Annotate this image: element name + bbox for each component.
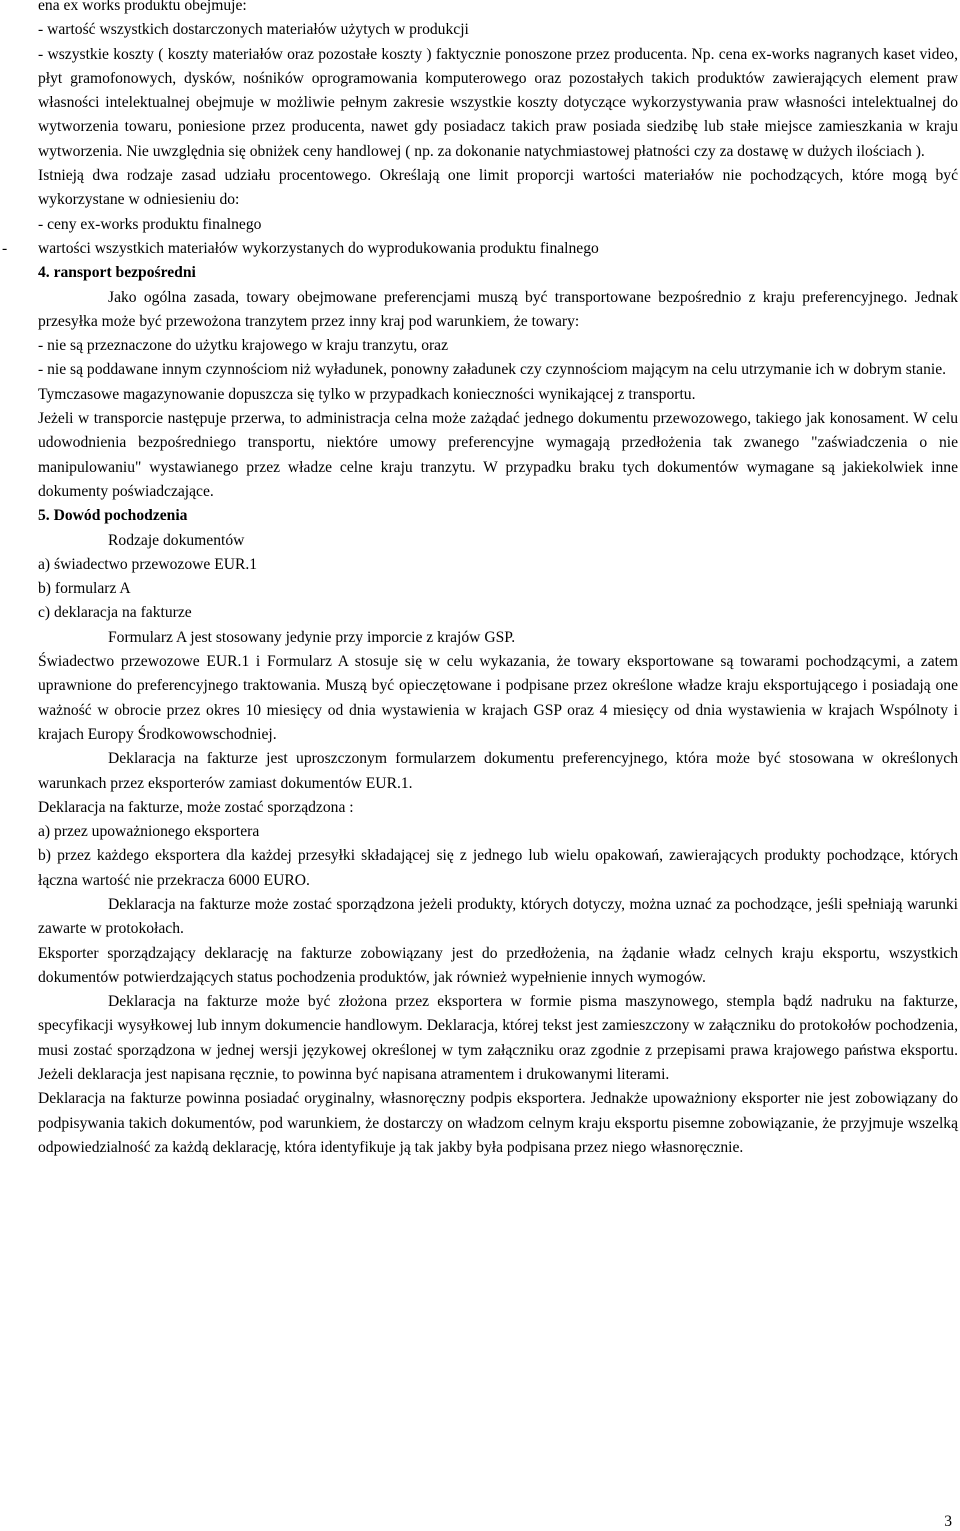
intro-item: - wartość wszystkich dostarczonych materiałów użytych w produkcji <box>38 21 469 39</box>
paragraph: Jako ogólna zasada, towary obejmowane preferencjami muszą być transportowane bezpośrednio z kraju preferencyjnego. Jednak przesyłka może być przewożona tranzytem przez inny kraj pod warunkiem, że towary: <box>38 288 958 330</box>
paragraph: Deklaracja na fakturze może zostać sporządzona jeżeli produkty, których dotyczy, można uznać za pochodzące, jeśli spełniają warunki zawarte w protokołach. <box>38 895 958 938</box>
list-item: - nie są przeznaczone do użytku krajowego w kraju tranzytu, oraz <box>38 337 449 355</box>
paragraph: Eksporter sporządzający deklarację na fakturze zobowiązany jest do przedłożenia, na żądanie władz celnych kraju eksportu, wszystkich dokumentów potwierdzających status pochodzenia produktów, jak również wypełnienie innych wymogów. <box>38 944 958 986</box>
page-number: 3 <box>944 1513 952 1530</box>
paragraph: Deklaracja na fakturze, może zostać sporządzona : <box>38 798 354 816</box>
subheading: Rodzaje dokumentów <box>108 531 245 549</box>
paragraph: Deklaracja na fakturze jest uproszczonym formularzem dokumentu preferencyjnego, która może być stosowana w określonych warunkach przez eksporterów zamiast dokumentów EUR.1. <box>38 750 958 792</box>
paragraph: Jeżeli w transporcie następuje przerwa, to administracja celna może zażądać jednego dokumentu przewozowego, takiego jak konosament. W celu udowodnienia bezpośredniego transportu, niektóre umowy preferencyjne wymagają przedłożenia tak zwanego "zaświadczenia o nie manipulowaniu" wystawianego przez władze celne kraju tranzytu. W przypadku braku tych dokumentów wymagane są jakiekolwiek inne dokumenty poświadczające. <box>38 410 958 500</box>
paragraph: Deklaracja na fakturze powinna posiadać oryginalny, własnoręczny podpis eksportera. Jednakże upoważniony eksporter nie jest zobowiązany do podpisywania takich dokumentów, pod warunkiem, że dostarczy on władzom celnym kraju eksportu pisemne zobowiązanie, że przyjmuje wszelką odpowiedzialność za każdą deklarację, która identyfikuje ją tak jakby była podpisana przez niego własnoręcznie. <box>38 1090 958 1156</box>
paragraph: Deklaracja na fakturze może być złożona przez eksportera w formie pisma maszynowego, stempla bądź nadruku na fakturze, specyfikacji wysyłkowej lub innym dokumencie handlowym. Deklaracja, której tekst jest zamieszczony w załączniku do protokołów pochodzenia, musi zostać sporządzona w jednej wersji językowej określonej w tym załączniku oraz zgodnie z przepisami prawa krajowego państwa eksportu. Jeżeli deklaracja jest napisana ręcznie, to powinna być napisana atramentem i drukowanymi literami. <box>38 993 958 1084</box>
intro-item: - wszystkie koszty ( koszty materiałów oraz pozostałe koszty ) faktycznie ponoszone przez producenta. Np. cena ex-works nagranych kaset video, płyt gramofonowych, dysków, nośników oprogramowania komputerowego oraz pozostałych takich produktów zawierających element praw własności intelektualnej obejmuje w możliwie pełnym zakresie wszystkie koszty dotyczące wykorzystywania praw własności intelektualnej do wytworzenia towaru, poniesione przez producenta, nawet gdy posiadacz takich praw posiada siedzibę lub stałe miejsce zamieszkania w kraju wytworzenia. Nie uwzględnia się obniżek ceny handlowej ( np. za dokonanie natychmiastowej płatności czy za dostawę w dużych ilościach ). <box>38 45 958 160</box>
list-item: a) przez upoważnionego eksportera <box>38 823 260 841</box>
list-item: c) deklaracja na fakturze <box>38 604 192 622</box>
list-item: b) formularz A <box>38 580 131 598</box>
list-item: b) przez każdego eksportera dla każdej przesyłki składającej się z jednego lub wielu opakowań, zawierających produkty pochodzące, których łączna wartość nie przekracza 6000 EURO. <box>38 847 958 889</box>
list-dash: - <box>2 239 8 257</box>
section-heading: 5. Dowód pochodzenia <box>38 507 188 525</box>
rules-item-text: wartości wszystkich materiałów wykorzystanych do wyprodukowania produktu finalnego <box>38 239 599 257</box>
rules-paragraph: Istnieją dwa rodzaje zasad udziału procentowego. Określają one limit proporcji wartości materiałów nie pochodzących, które mogą być wykorzystane w odniesieniu do: <box>38 167 958 209</box>
paragraph: Tymczasowe magazynowanie dopuszcza się tylko w przypadkach konieczności wynikającej z transportu. <box>38 385 696 403</box>
paragraph: Formularz A jest stosowany jedynie przy imporcie z krajów GSP. <box>108 628 516 646</box>
rules-item <box>2 237 958 261</box>
paragraph: Świadectwo przewozowe EUR.1 i Formularz A stosuje się w celu wykazania, że towary eksportowane są towarami pochodzącymi, a zatem uprawnione do preferencyjnego traktowania. Muszą być opieczętowane i podpisane przez określone władze kraju eksportującego i posiadają one ważność w obrocie przez okres 10 miesięcy od dnia wystawienia w krajach GSP oraz 4 miesięcy od dnia wystawienia w krajach Wspólnoty i krajach Europy Środkowowschodniej. <box>38 653 958 743</box>
document-body <box>2 0 958 1160</box>
section-heading: 4. ransport bezpośredni <box>38 264 196 282</box>
list-item: a) świadectwo przewozowe EUR.1 <box>38 555 258 573</box>
intro-title: ena ex works produktu obejmuje: <box>38 0 247 14</box>
list-item: - nie są poddawane innym czynnościom niż wyładunek, ponowny załadunek czy czynnościom mającym na celu utrzymanie ich w dobrym stanie. <box>38 361 947 379</box>
rules-item: - ceny ex-works produktu finalnego <box>38 215 262 233</box>
